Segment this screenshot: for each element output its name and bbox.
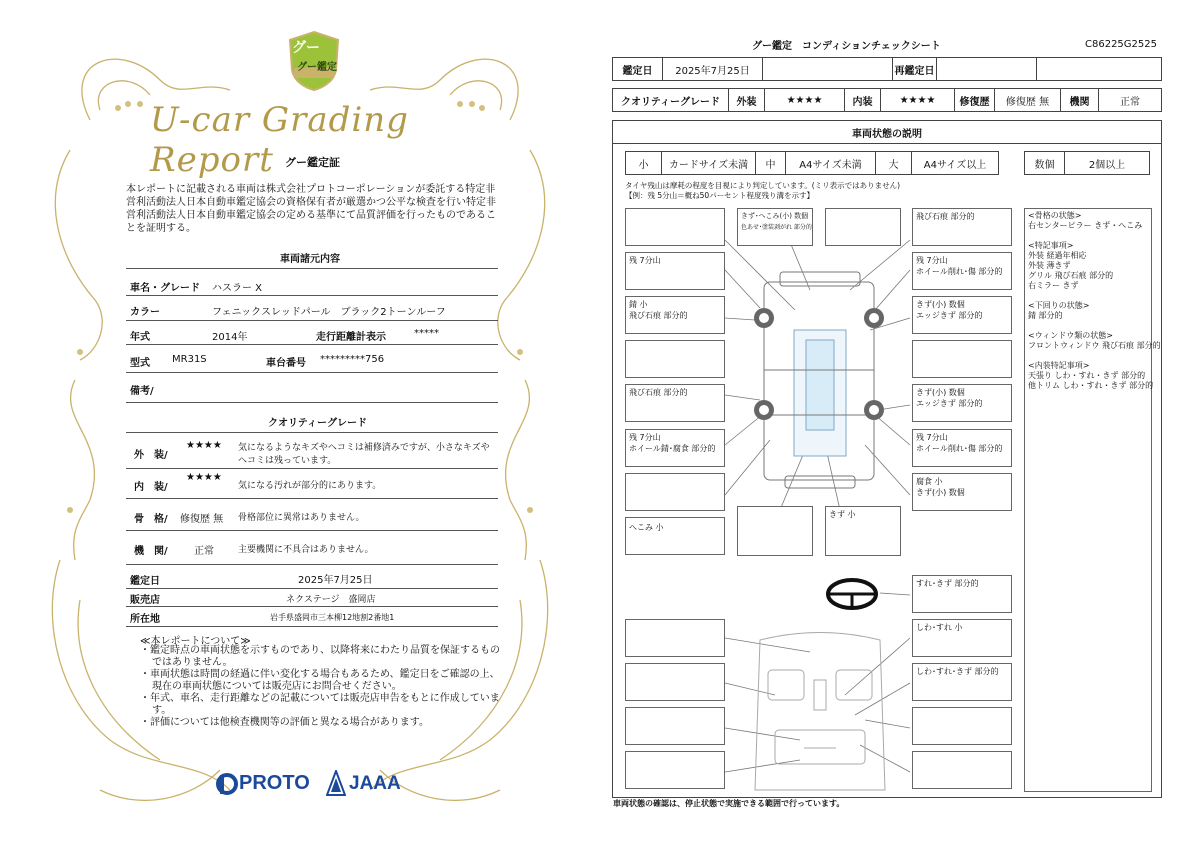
engine-value: 正常 [194, 546, 214, 557]
count-desc: 2個以上 [1088, 159, 1126, 171]
note-line: 外装 経過年相応 [1028, 251, 1087, 260]
sheet-ext-label: 外装 [729, 89, 765, 111]
note-item: ・車両状態は時間の経過に伴い変化する場合もあるため、鑑定日をご確認の上、現在の車両状態については販売店にお問合せください。 [140, 669, 500, 692]
tire-rl-box: 残 7分山 ホイール錆･腐食 部分的 [625, 429, 725, 467]
model-value: MR31S [172, 354, 207, 365]
quality-row [612, 88, 1162, 112]
quality-heading: クオリティーグレード [268, 418, 367, 429]
count-legend [1024, 151, 1150, 175]
color-value: フェニックスレッドパール ブラック2トーンルーフ [212, 307, 446, 318]
size-small-desc: カードサイズ未満 [662, 152, 756, 174]
size-mid: 中 [756, 152, 786, 174]
note-line: <骨格の状態> [1028, 211, 1082, 220]
certificate-subtitle: グー鑑定証 [285, 156, 340, 169]
mileage-label: 走行距離計表示 [316, 332, 386, 343]
front-center-right-box [825, 208, 901, 246]
year-value: 2014年 [212, 332, 248, 343]
size-mid-desc: A4サイズ未満 [786, 152, 876, 174]
name-label: 車名・グレード [130, 283, 200, 294]
tire-rr-box: 残 7分山 ホイール削れ･傷 部分的 [912, 429, 1012, 467]
steering-wheel-icon [828, 580, 876, 608]
rear-center-box: きず 小 [825, 506, 901, 556]
sheet-date-empty [763, 58, 893, 80]
interior-left-3-box [625, 707, 725, 745]
frame-comment: 骨格部位に異常はありません。 [238, 513, 365, 523]
address-value: 岩手県盛岡市三本柳12地割2番地1 [270, 613, 395, 622]
note-line: 錆 部分的 [1028, 311, 1063, 320]
exterior-stars: ★★★★ [186, 440, 222, 451]
chassis-label: 車台番号 [266, 358, 306, 369]
shop-value: ネクステージ 盛岡店 [286, 595, 376, 605]
interior-stars: ★★★★ [186, 472, 222, 483]
sheet-code: C86225G2525 [1085, 39, 1157, 50]
model-label: 型式 [130, 358, 150, 369]
sheet-ext-stars: ★★★★ [765, 89, 845, 111]
note-item: ・年式、車名、走行距離などの記載については販売店申告をもとに作成しています。 [140, 693, 500, 716]
exterior-label: 外 装/ [134, 450, 168, 461]
sheet-int-label: 内装 [845, 89, 881, 111]
engine-comment: 主要機関に不具合はありません。 [238, 545, 374, 555]
size-legend [625, 151, 999, 175]
badge-mark: グー [292, 40, 320, 56]
tire-fr-box: 残 7分山 ホイール削れ･傷 部分的 [912, 252, 1012, 290]
size-large-desc: A4サイズ以上 [923, 159, 987, 171]
rear-center-left-box [737, 506, 813, 556]
note-line: 他トリム しわ・すれ・きず 部分的 [1028, 381, 1154, 390]
interior-right-2-box: しわ･すれ･きず 部分的 [912, 663, 1012, 701]
date-value: 2025年7月25日 [298, 575, 373, 586]
note-line: グリル 飛び石痕 部分的 [1028, 271, 1114, 280]
shop-label: 販売店 [130, 595, 160, 606]
rear-right-box: 腐食 小 きず(小) 数個 [912, 473, 1012, 511]
reinspect-value [937, 58, 1037, 80]
note-line: 外装 薄きず [1028, 261, 1071, 270]
steering-box: すれ･きず 部分的 [912, 575, 1012, 613]
engine-label: 機 関/ [134, 546, 168, 557]
note-line: <ウィンドウ類の状態> [1028, 331, 1113, 340]
tire-fl-box: 残 7分山 [625, 252, 725, 290]
interior-diagram [755, 633, 885, 791]
sheet-footer: 車両状態の確認は、停止状態で実施できる範囲で行っています。 [613, 799, 845, 808]
right-mid-box [912, 340, 1012, 378]
spec-heading: 車両諸元内容 [280, 254, 340, 265]
note-line: <特記事項> [1028, 241, 1074, 250]
interior-left-4-box [625, 751, 725, 789]
interior-right-4-box [912, 751, 1012, 789]
color-label: カラー [130, 307, 160, 318]
date-row [612, 57, 1162, 81]
sheet-repair-label: 修復歴 [955, 89, 995, 111]
note-line: 右ミラー きず [1028, 281, 1079, 290]
interior-left-1-box [625, 619, 725, 657]
certificate-intro: 本レポートに記載される車両は株式会社プロトコーポレーションが委託する特定非営利活動法人日本自動車鑑定協会の資格保有者が厳選かつ公平な検査を行い特定非営利活動法人日本自動車鑑定協会の定める基準にて品質評価を行ったものであることを証明する。 [126, 184, 496, 234]
jaaa-logo-text: JAAA [349, 773, 401, 794]
front-center-box: きず･へこみ(小) 数個 色あせ･塗装剥がれ 部分的 [737, 208, 813, 246]
interior-comment: 気になる汚れが部分的にあります。 [238, 481, 382, 491]
exterior-comment-2: ヘコミは残っています。 [238, 456, 337, 466]
front-left-box [625, 208, 725, 246]
note-item: ・鑑定時点の車両状態を示すものであり、以降将来にわたり品質を保証するものではありません。 [140, 645, 500, 668]
sheet-engine-value: 正常 [1120, 96, 1140, 108]
note-line: 右センターピラー きず・へこみ [1028, 221, 1143, 230]
interior-left-2-box [625, 663, 725, 701]
notes-list [140, 645, 500, 729]
size-small: 小 [626, 152, 662, 174]
sheet-date-value: 2025年7月25日 [663, 58, 763, 80]
interior-right-3-box [912, 707, 1012, 745]
badge-text: グー鑑定 [297, 62, 337, 73]
note-line: フロントウィンドウ 飛び石痕 部分的 [1028, 341, 1161, 350]
note-line: 天張り しわ・すれ・きず 部分的 [1028, 371, 1146, 380]
remarks-label: 備考/ [130, 386, 154, 397]
sheet-title: グー鑑定 コンディションチェックシート [752, 41, 941, 52]
size-large: 大 [876, 152, 912, 174]
frame-value: 修復歴 無 [180, 514, 224, 525]
left-front-box: 錆 小 飛び石痕 部分的 [625, 296, 725, 334]
date-label: 鑑定日 [130, 576, 160, 587]
sheet-quality-label: クオリティーグレード [613, 89, 729, 111]
tire-note-2: 【例：残 5分山＝概ね50パーセント程度残り溝を示す】 [625, 191, 815, 200]
right-front-box: きず(小) 数個 エッジきず 部分的 [912, 296, 1012, 334]
count-label: 数個 [1025, 152, 1065, 174]
note-line: <内装特記事項> [1028, 361, 1090, 370]
note-line [1028, 231, 1148, 241]
sheet-int-stars: ★★★★ [881, 89, 955, 111]
front-right-box: 飛び石痕 部分的 [912, 208, 1012, 246]
interior-right-1-box: しわ･すれ 小 [912, 619, 1012, 657]
rear-left-upper-box [625, 473, 725, 511]
sheet-engine-label: 機関 [1061, 89, 1099, 111]
notes-title: ≪本レポートについて≫ [140, 636, 251, 647]
note-line: <下回りの状態> [1028, 301, 1090, 310]
name-value: ハスラー X [212, 283, 263, 294]
exterior-comment-1: 気になるようなキズやヘコミは補修済みですが、小さなキズや [238, 443, 490, 453]
note-item: ・評価については他検査機関等の評価と異なる場合があります。 [140, 717, 429, 728]
year-label: 年式 [130, 332, 150, 343]
sheet-repair-value: 修復歴 無 [995, 89, 1061, 111]
rear-left-box: へこみ 小 [625, 517, 725, 555]
reinspect-label: 再鑑定日 [893, 58, 937, 80]
tire-note-1: タイヤ残山は摩耗の程度を目視により判定しています。(ミリ表示ではありません) [625, 181, 901, 190]
left-rear-box: 飛び石痕 部分的 [625, 384, 725, 422]
jaaa-logo-icon [326, 770, 346, 796]
reinspect-empty [1037, 58, 1161, 80]
interior-label: 内 装/ [134, 482, 168, 493]
address-label: 所在地 [130, 614, 160, 625]
proto-logo-text: PROTO [239, 772, 310, 794]
right-rear-box: きず(小) 数個 エッジきず 部分的 [912, 384, 1012, 422]
proto-logo-icon [216, 772, 238, 796]
certificate-title: U-car Grading Report [150, 100, 409, 180]
left-mid-box [625, 340, 725, 378]
chassis-value: *********756 [320, 354, 385, 365]
desc-heading: 車両状態の説明 [612, 120, 1162, 144]
frame-label: 骨 格/ [134, 514, 168, 525]
special-notes-panel [1024, 208, 1161, 792]
sheet-date-label: 鑑定日 [613, 58, 663, 80]
mileage-value: ***** [414, 328, 439, 339]
